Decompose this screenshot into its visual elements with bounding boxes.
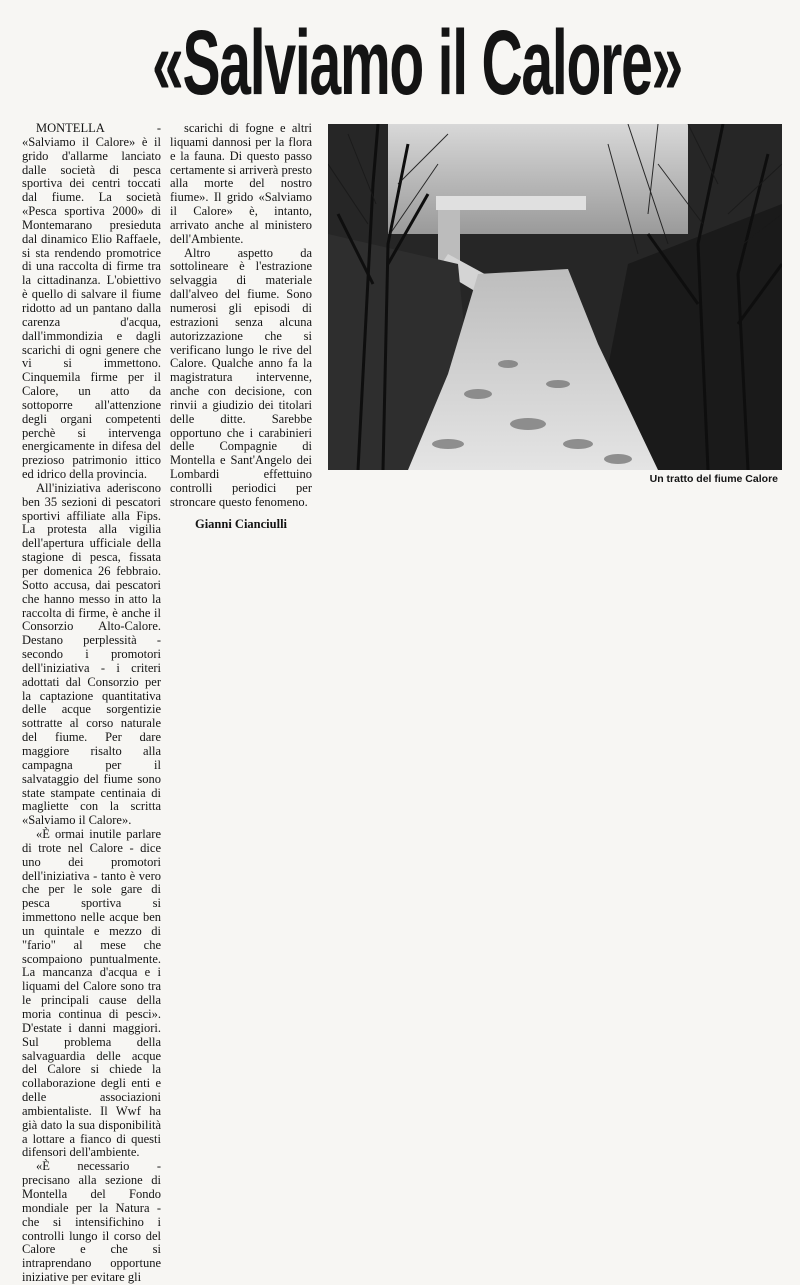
photo-caption: Un tratto del fiume Calore <box>649 473 778 485</box>
article-column-2 <box>170 122 312 531</box>
paragraph: scarichi di fogne e altri liquami dannosi per la flora e la fauna. Di questo passo certamente si arriverà presto alla morte del nostro fiume». Il grido «Salviamo il Calore» è, intanto, arrivato anche al ministero dell'Ambiente. <box>170 121 312 246</box>
paragraph: MONTELLA - «Salviamo il Calore» è il grido d'allarme lanciato dalle società di pesca sportiva dei centri toccati dal fiume. La società «Pesca sportiva 2000» di Montemarano presieduta dal dinamico Elio Raffaele, si sta rendendo promotrice di una raccolta di firme tra la cittadinanza. L'obiettivo è quello di salvare il fiume ridotto ad un pantano dalla carenza d'acqua, dall'immondizia e dagli scarichi di ogni genere che vi si immettono. Cinquemila firme per il Calore, un atto da sottoporre all'attenzione degli organi competenti perchè si intervenga energicamente in difesa del prezioso patrimonio ittico ed idrico della provincia. <box>22 121 161 482</box>
river-photo <box>328 124 782 470</box>
byline: Gianni Cianciulli <box>194 516 288 531</box>
paragraph: «È ormai inutile parlare di trote nel Calore - dice uno dei promotori dell'iniziativa - tanto è vero che per le sole gare di pesca sportiva si immettono nelle acque ben un quintale e mezzo di "fario" al mese che scompaiono puntualmente. La mancanza d'acqua e i liquami del Calore sono tra le principali cause della moria continua di pesci». D'estate i danni maggiori. Sul problema della salvaguardia delle acque del Calore si chiede la collaborazione degli enti e delle associazioni ambientaliste. Il Wwf ha già dato la sua disponibilità a lottare a fianco di questi difensori dell'ambiente. <box>22 827 161 1160</box>
paragraph: «È necessario - precisano alla sezione di Montella del Fondo mondiale per la Natura - che si intensifichino i controlli lungo il corso del Calore e che si intraprendano opportune iniziative per evitare gli <box>22 1159 161 1285</box>
headline: «Salviamo il Calore» <box>152 12 683 114</box>
paragraph: Altro aspetto da sottolineare è l'estrazione selvaggia di materiale dall'alveo del fiume. Sono numerosi gli episodi di estrazioni senza alcuna autorizzazione che si verificano lungo le rive del Calore. Qualche anno fa la magistratura intervenne, anche con decisione, con rinvii a giudizio dei titolari delle ditte. Sarebbe opportuno che i carabinieri delle Compagnie di Montella e Sant'Angelo dei Lombardi effettuino controlli periodici per stroncare questo fenomeno. <box>170 245 312 509</box>
article-column-1 <box>22 122 161 1285</box>
paragraph: All'iniziativa aderiscono ben 35 sezioni di pescatori sportivi affiliate alla Fips. La protesta alla vigilia dell'apertura ufficiale della stagione di pesca, fissata per domenica 26 febbraio. Sotto accusa, dai pescatori che hanno messo in atto la raccolta di firme, è anche il Consorzio Alto-Calore. Destano perplessità - secondo i promotori dell'iniziativa - i criteri adottati dal Consorzio per la captazione quantitativa delle acque sorgentizie sottratte al corso naturale del fiume. Per dare maggiore risalto alla campagna per il salvataggio del fiume sono state stampate centinaia di magliette con la scritta «Salviamo il Calore». <box>22 480 161 828</box>
river-photo-image <box>328 124 782 470</box>
